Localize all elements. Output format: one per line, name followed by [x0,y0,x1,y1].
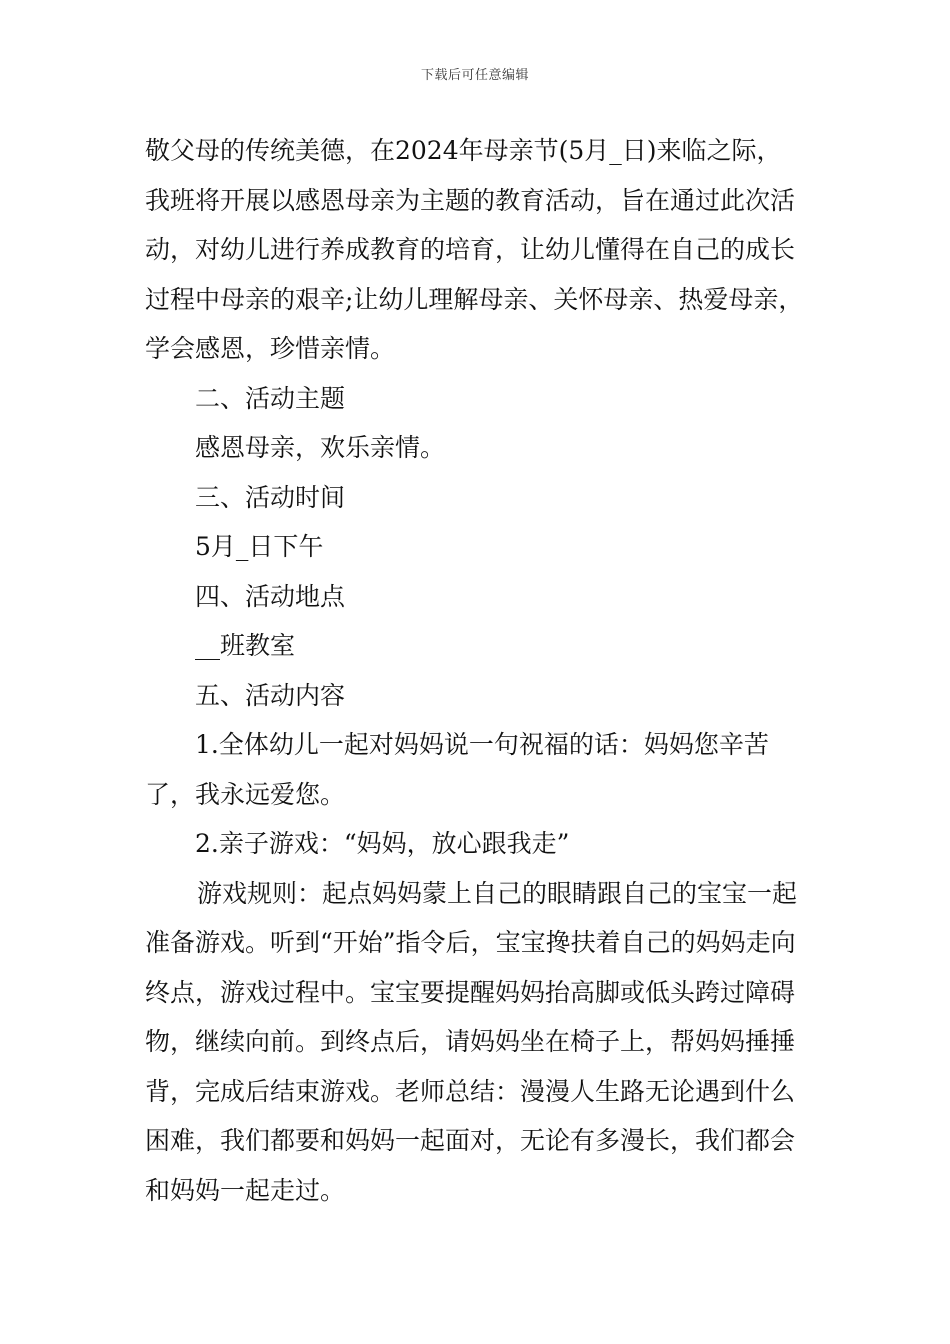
content-item-2: 2.亲子游戏：“妈妈，放心跟我走” [195,829,570,858]
game-rules-paragraph: 游戏规则：起点妈妈蒙上自己的眼睛跟自己的宝宝一起准备游戏。听到“开始”指令后，宝宝搀扶着自己的妈妈走向终点，游戏过程中。宝宝要提醒妈妈抬高脚或低头跨过障碍物，继续向前。到终点后，请妈妈坐在椅子上，帮妈妈捶捶背，完成后结束游戏。老师总结：漫漫人生路无论遇到什么困难，我们都要和妈妈一起面对，无论有多漫长，我们都会和妈妈一起走过。 [145,878,798,1205]
page-header: 下载后可任意编辑 [420,68,529,83]
location-text: __班教室 [195,631,296,660]
section-heading-time: 三、活动时间 [195,482,346,512]
document-body [145,126,805,1215]
theme-text: 感恩母亲，欢乐亲情。 [195,433,446,462]
time-text: 5月_日下午 [195,532,324,561]
intro-paragraph: 敬父母的传统美德，在2024年母亲节(5月_日)来临之际，我班将开展以感恩母亲为主题的教育活动，旨在通过此次活动，对幼儿进行养成教育的培育，让幼儿懂得在自己的成长过程中母亲的艰辛;让幼儿理解母亲、关怀母亲、热爱母亲，学会感恩，珍惜亲情。 [145,136,804,363]
section-heading-content: 五、活动内容 [195,680,346,710]
section-heading-location: 四、活动地点 [195,581,346,611]
content-item-1: 1.全体幼儿一起对妈妈说一句祝福的话：妈妈您辛苦了，我永远爱您。 [145,730,769,809]
section-heading-theme: 二、活动主题 [195,383,346,413]
